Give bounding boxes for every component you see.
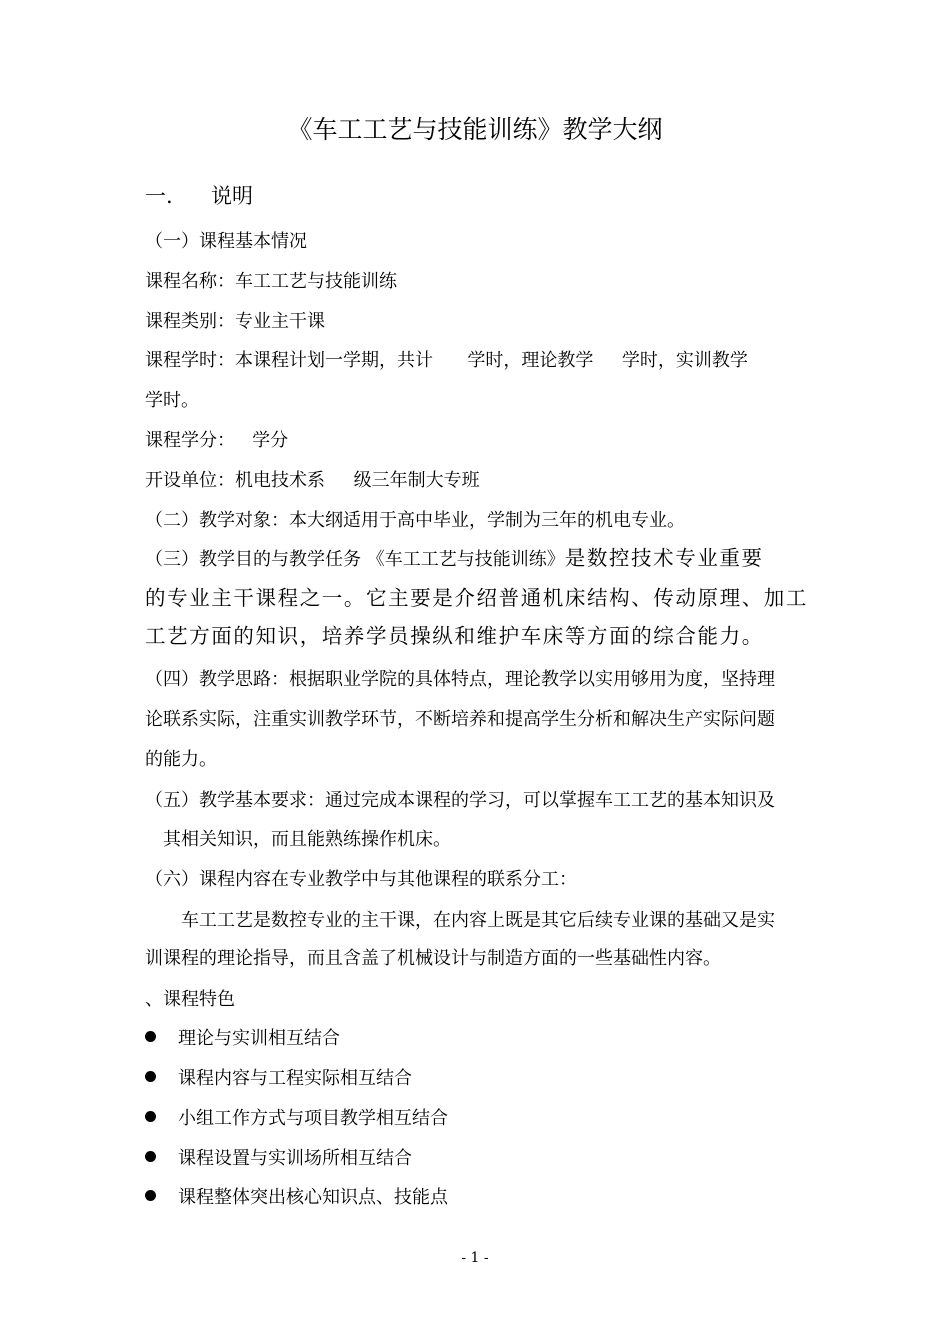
feature-item: 理论与实训相互结合 [145, 1027, 340, 1051]
subsection-basic-info: （一）课程基本情况 [145, 231, 307, 252]
course-relations-para: 车工工艺是数控专业的主干课，在内容上既是其它后续专业课的基础又是实 [181, 910, 775, 931]
teaching-approach-cont-2: 的能力。 [145, 749, 217, 770]
course-hours: 课程学时：本课程计划一学期，共计 学时，理论教学 学时，实训教学 [145, 350, 748, 371]
course-credits: 课程学分： 学分 [145, 430, 289, 451]
feature-item: 课程内容与工程实际相互结合 [145, 1067, 412, 1091]
course-category: 课程类别：专业主干课 [145, 311, 325, 332]
basic-requirements: （五）教学基本要求：通过完成本课程的学习，可以掌握车工工艺的基本知识及 [145, 790, 775, 811]
page-title: 《车工工艺与技能训练》教学大纲 [287, 115, 663, 144]
bullet-icon [145, 1151, 156, 1162]
teaching-purpose-cont-1: 的专业主干课程之一。它主要是介绍普通机床结构、传动原理、加工 [145, 586, 808, 610]
course-relations: （六）课程内容在专业教学中与其他课程的联系分工： [145, 869, 577, 890]
feature-item: 课程整体突出核心知识点、技能点 [145, 1186, 448, 1210]
page-number: - 1 - [461, 1250, 489, 1266]
feature-item: 小组工作方式与项目教学相互结合 [145, 1107, 448, 1131]
teaching-target: （二）教学对象：本大纲适用于高中毕业，学制为三年的机电专业。 [145, 510, 685, 531]
teaching-approach-cont-1: 论联系实际，注重实训教学环节，不断培养和提高学生分析和解决生产实际问题 [145, 709, 775, 730]
section-heading [145, 184, 253, 208]
course-name: 课程名称：车工工艺与技能训练 [145, 271, 397, 292]
feature-item: 课程设置与实训场所相互结合 [145, 1147, 412, 1171]
teaching-purpose-text: 是数控技术专业重要 [564, 546, 764, 570]
bullet-icon [145, 1071, 156, 1082]
section-number: 一. [145, 184, 173, 208]
course-features-heading: 、课程特色 [145, 989, 235, 1010]
offering-unit: 开设单位：机电技术系 级三年制大专班 [145, 470, 480, 491]
teaching-purpose-cont-2: 工艺方面的知识，培养学员操纵和维护车床等方面的综合能力。 [145, 624, 764, 648]
course-relations-para-cont: 训课程的理论指导，而且含盖了机械设计与制造方面的一些基础性内容。 [145, 948, 721, 969]
teaching-approach: （四）教学思路：根据职业学院的具体特点，理论教学以实用够用为度，坚持理 [145, 669, 775, 690]
bullet-icon [145, 1031, 156, 1042]
teaching-purpose-label: （三）教学目的与教学任务 《车工工艺与技能训练》 [145, 549, 565, 570]
teaching-purpose-line [145, 546, 764, 572]
bullet-icon [145, 1111, 156, 1122]
course-hours-cont: 学时。 [145, 390, 199, 411]
section-title: 说明 [211, 184, 253, 208]
bullet-icon [145, 1190, 156, 1201]
basic-requirements-cont: 其相关知识，而且能熟练操作机床。 [163, 829, 451, 850]
